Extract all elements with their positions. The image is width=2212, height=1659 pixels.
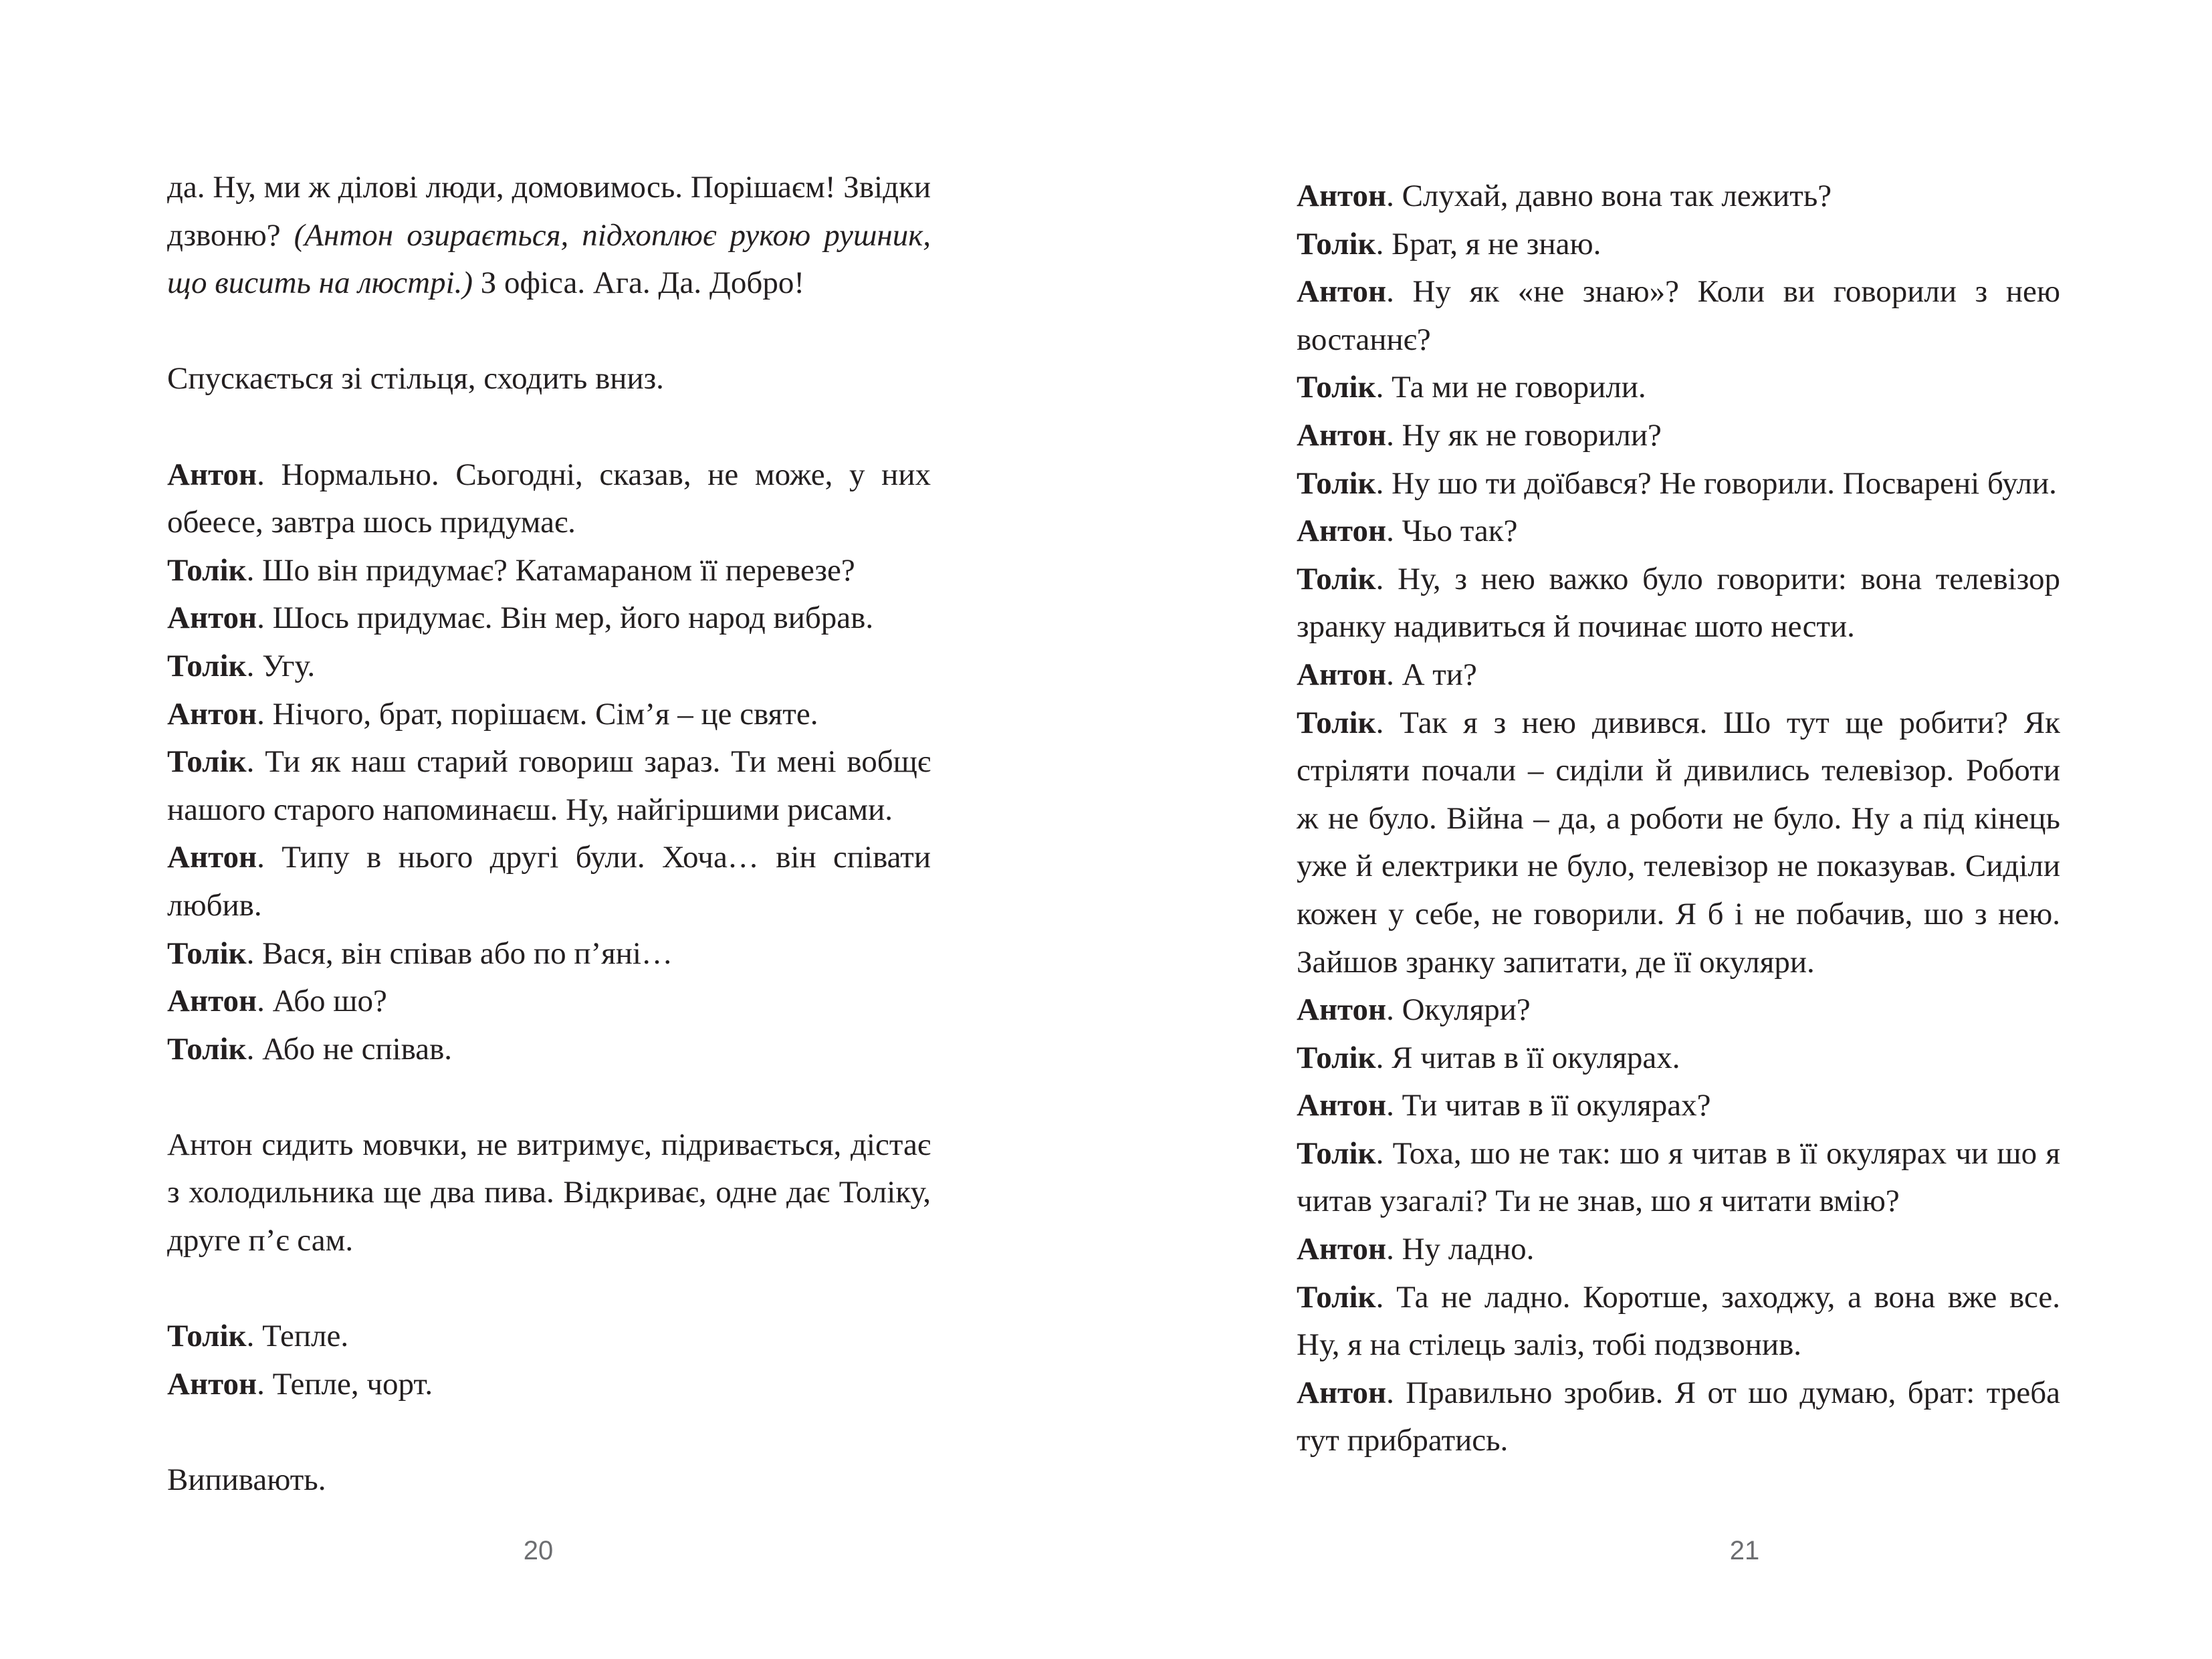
- dialogue-line: Толік. Та не ладно. Коротше, заходжу, а вона вже все. Ну, я на стілець заліз, тобі подзвонив.: [1297, 1279, 2060, 1363]
- speaker-name: Толік: [1297, 1279, 1376, 1315]
- speaker-name: Толік: [1297, 1135, 1376, 1171]
- speaker-name: Толік: [1297, 226, 1376, 261]
- speaker-name: Толік: [1297, 1040, 1376, 1075]
- speaker-name: Толік: [1297, 465, 1376, 501]
- right-page-text: [1297, 173, 2060, 1465]
- dialogue-line: Антон. Чьо так?: [1297, 514, 1518, 549]
- dialogue-line: Антон. Нічого, брат, порішаєм. Сім’я – це святе.: [167, 696, 818, 732]
- speaker-name: Антон: [1297, 657, 1387, 692]
- speaker-name: Толік: [167, 744, 247, 780]
- speaker-name: Антон: [1297, 514, 1387, 549]
- speaker-name: Антон: [1297, 1375, 1387, 1410]
- speaker-name: Толік: [167, 552, 247, 588]
- dialogue-line: Антон. Типу в нього другі були. Хоча… він співати любив.: [167, 840, 931, 923]
- dialogue-line: Толік. Я читав в її окулярах.: [1297, 1040, 1680, 1075]
- dialogue-line: Толік. Брат, я не знаю.: [1297, 226, 1601, 261]
- speaker-name: Антон: [167, 457, 257, 492]
- dialogue-line: Антон. Нормально. Сьогодні, сказав, не може, у них обеесе, завтра шось придумає.: [167, 457, 931, 540]
- right-page: [1106, 0, 2212, 1659]
- speaker-name: Антон: [167, 1366, 257, 1402]
- dialogue-line: Антон. Слухай, давно вона так лежить?: [1297, 179, 1832, 213]
- dialogue-line: Толік. Та ми не говорили.: [1297, 370, 1646, 405]
- page-number: 20: [523, 1536, 554, 1565]
- speaker-name: Антон: [1297, 1088, 1387, 1123]
- dialogue-line: Толік. Угу.: [167, 648, 316, 683]
- dialogue-line: Антон. Ти читав в її окулярах?: [1297, 1088, 1711, 1123]
- speaker-name: Антон: [1297, 274, 1387, 310]
- dialogue-line: Антон. Ну як не говорили?: [1297, 417, 1662, 453]
- speaker-name: Толік: [167, 935, 247, 971]
- speaker-name: Толік: [1297, 561, 1376, 596]
- stage-direction: Випивають.: [167, 1462, 326, 1498]
- speaker-name: Толік: [167, 1319, 247, 1354]
- page-number: 21: [1729, 1536, 1760, 1565]
- dialogue-line: Толік. Тоха, шо не так: шо я читав в її окулярах чи шо я читав узагалі? Ти не знав, шо я читати вмію?: [1297, 1135, 2060, 1219]
- speaker-name: Антон: [167, 600, 257, 636]
- speech-continuation: да. Ну, ми ж ділові люди, домовимось. Порішаєм! Звідки дзвоню? (Антон озирається, підхоплює рукою рушник, що висить на люстрі.) З офіса. Ага. Да. Добро!: [167, 170, 931, 301]
- speaker-name: Антон: [1297, 417, 1387, 453]
- dialogue-line: Антон. Ну ладно.: [1297, 1232, 1535, 1267]
- stage-direction: Антон сидить мовчки, не витримує, підривається, дістає з холодильника ще два пива. Відкриває, одне дає Толіку, друге п’є сам.: [167, 1127, 931, 1258]
- speaker-name: Антон: [1297, 992, 1387, 1028]
- speaker-name: Антон: [167, 696, 257, 732]
- speaker-name: Толік: [167, 648, 247, 683]
- dialogue-line: Антон. Правильно зробив. Я от шо думаю, брат: треба тут прибратись.: [1297, 1375, 2060, 1458]
- dialogue-line: Антон. Шось придумає. Він мер, його народ вибрав.: [167, 600, 874, 636]
- dialogue-line: Толік. Ну шо ти доїбався? Не говорили. Посварені були.: [1297, 465, 2057, 501]
- speaker-name: Антон: [1297, 1232, 1387, 1267]
- dialogue-line: Толік. Або не співав.: [167, 1031, 453, 1067]
- dialogue-line: Толік. Так я з нею дивився. Шо тут ще робити? Як стріляти почали – сиділи й дивились телевізор. Роботи ж не було. Війна – да, а роботи не було. Ну а під кінець уже й електрики не було, телевізор не показував. Сиділи кожен у себе, не говорили. Я б і не побачив, шо з нею. Зайшов зранку запитати, де її окуляри.: [1297, 705, 2060, 980]
- dialogue-line: Антон. А ти?: [1297, 657, 1477, 692]
- dialogue-line: Антон. Ну як «не знаю»? Коли ви говорили з нею востаннє?: [1297, 274, 2060, 357]
- speaker-name: Антон: [167, 984, 257, 1019]
- dialogue-line: Антон. Окуляри?: [1297, 992, 1531, 1028]
- dialogue-line: Антон. Або шо?: [167, 984, 387, 1019]
- speaker-name: Толік: [1297, 370, 1376, 405]
- dialogue-line: Толік. Ну, з нею важко було говорити: вона телевізор зранку надивиться й починає шото нести.: [1297, 561, 2060, 645]
- stage-direction-inline: (Антон озирається, підхоплює рукою рушник, що висить на люстрі.): [167, 217, 931, 301]
- speaker-name: Антон: [167, 840, 257, 875]
- speaker-name: Антон: [1297, 179, 1387, 213]
- speaker-name: Толік: [167, 1031, 247, 1067]
- dialogue-line: Толік. Ти як наш старий говориш зараз. Ти мені вобщє нашого старого напоминаєш. Ну, найгіршими рисами.: [167, 744, 931, 827]
- left-page-text: [167, 164, 931, 1505]
- dialogue-line: Антон. Тепле, чорт.: [167, 1366, 433, 1402]
- speaker-name: Толік: [1297, 705, 1376, 740]
- dialogue-line: Толік. Тепле.: [167, 1319, 349, 1354]
- stage-direction: Спускається зі стільця, сходить вниз.: [167, 361, 664, 397]
- dialogue-line: Толік. Шо він придумає? Катамараном її перевезе?: [167, 552, 855, 588]
- dialogue-line: Толік. Вася, він співав або по п’яні…: [167, 935, 673, 971]
